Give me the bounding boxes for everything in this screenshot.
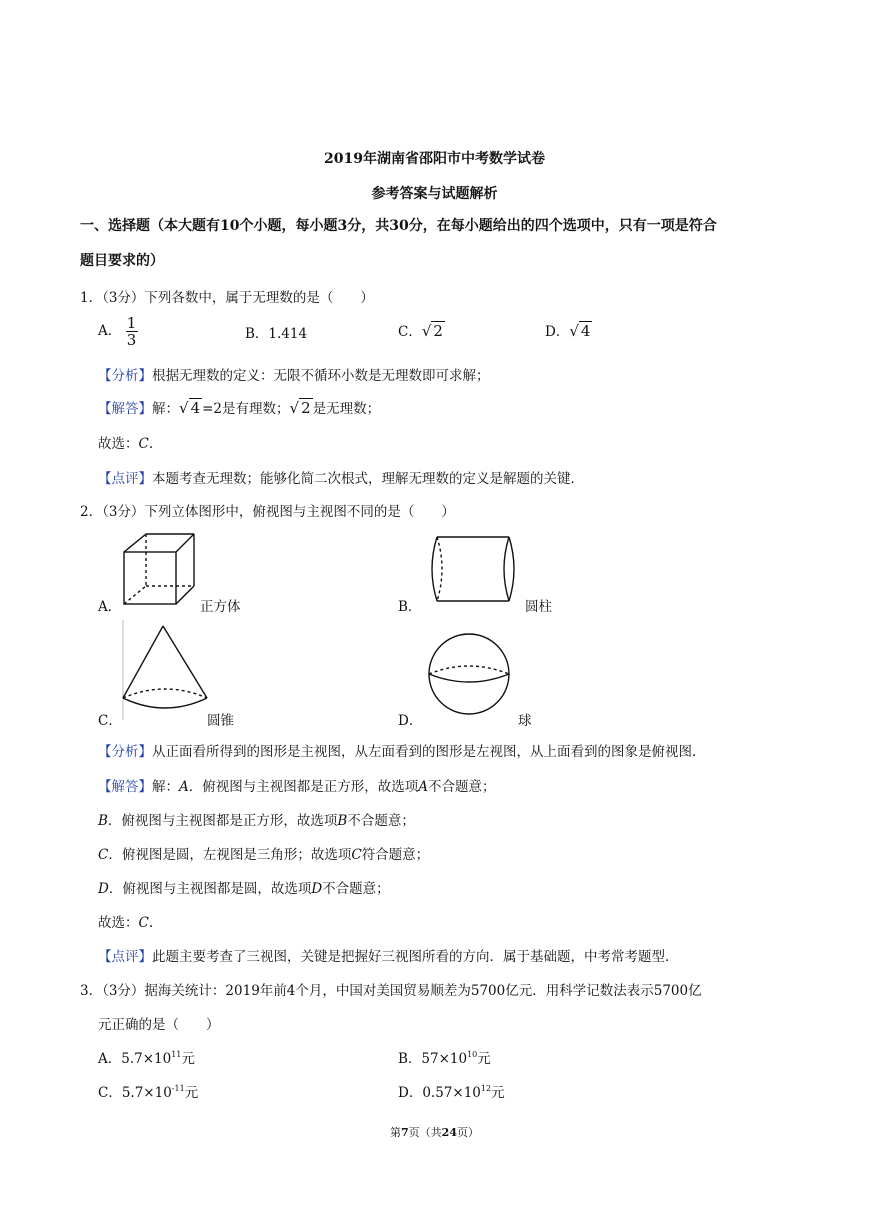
section-heading-line2: 题目要求的） — [80, 253, 164, 269]
cube-front-face — [124, 552, 176, 604]
answer-letter: C — [138, 436, 149, 452]
unit: 元 — [491, 1085, 505, 1101]
solution-end: 不合题意； — [322, 881, 390, 897]
comment-tag: 【点评】 — [98, 471, 152, 487]
q1-analysis — [98, 364, 490, 384]
solution-end: 不合题意； — [428, 779, 496, 795]
q1-comment — [98, 467, 584, 487]
option-text: C．5.7×10 — [98, 1085, 172, 1101]
q2-answer — [98, 911, 153, 931]
q1-solution — [98, 397, 380, 417]
solution-pre: 解： — [152, 401, 179, 417]
q1-stem: 1．（3分）下列各数中，属于无理数的是（ ） — [80, 290, 374, 306]
exponent: 10 — [467, 1050, 478, 1059]
solution-text: ．俯视图与主视图都是正方形，故选项 — [188, 779, 419, 795]
fraction-denominator: 3 — [126, 331, 137, 349]
unit: 元 — [184, 1085, 199, 1101]
sqrt: √ 4 — [179, 399, 201, 417]
q2-fig-b-label: B． — [398, 599, 422, 615]
unit: 元 — [181, 1051, 195, 1067]
q3-option-c — [98, 1081, 198, 1101]
answer-letter: C — [138, 915, 149, 931]
option-letter: A — [179, 779, 189, 795]
sqrt: √ 2 — [421, 322, 443, 340]
q1-option-c — [398, 320, 445, 340]
q2-fig-d-label: D． — [398, 713, 423, 729]
cylinder-figure — [425, 533, 525, 607]
option-ref: D — [311, 881, 323, 897]
solution-text: ．俯视图与主视图都是正方形，故选项 — [107, 813, 338, 829]
comment-text: 此题主要考查了三视图，关键是把握好三视图所看的方向．属于基础题，中考常考题型． — [152, 949, 679, 965]
q1-answer — [98, 432, 153, 452]
page-subtitle: 参考答案与试题解析 — [371, 186, 498, 202]
option-text: A．5.7×10 — [98, 1051, 172, 1067]
q2-solution-d — [98, 877, 390, 897]
solution-tag: 【解答】 — [98, 401, 152, 417]
q2-fig-c-label: C． — [98, 713, 122, 729]
radicand: 2 — [433, 322, 443, 340]
option-text: D．0.57×10 — [398, 1085, 481, 1101]
q2-stem: 2．（3分）下列立体图形中，俯视图与主视图不同的是（ ） — [80, 504, 455, 520]
q2-solution-a — [98, 775, 496, 795]
q2-fig-d-name: 球 — [518, 713, 532, 729]
sqrt: √ 2 — [289, 399, 311, 417]
analysis-text: 根据无理数的定义：无限不循环小数是无理数即可求解； — [152, 368, 490, 384]
fraction — [126, 315, 138, 348]
cone-figure — [115, 618, 215, 722]
radicand: 2 — [301, 399, 311, 417]
comment-text: 本题考查无理数；能够化简二次根式，理解无理数的定义是解题的关键． — [152, 471, 584, 487]
footer-post: 页） — [456, 1126, 479, 1139]
q2-fig-c-name: 圆锥 — [207, 713, 234, 729]
q3-option-a — [98, 1047, 195, 1067]
analysis-text: 从正面看所得到的图形是主视图，从左面看到的图形是左视图，从上面看到的图象是俯视图． — [152, 744, 706, 760]
analysis-tag: 【分析】 — [98, 368, 152, 384]
q3-option-d — [398, 1081, 505, 1101]
q1-option-d — [545, 320, 592, 340]
q2-fig-a-label: A． — [98, 599, 122, 615]
section-heading-line1: 一、选择题（本大题有10个小题，每小题3分，共30分，在每小题给出的四个选项中，只有一项是符合 — [80, 218, 717, 234]
fraction-numerator: 1 — [126, 314, 137, 332]
q1-option-d-label: D． — [545, 324, 570, 340]
option-ref: C — [351, 847, 362, 863]
solution-end: 不合题意； — [347, 813, 415, 829]
solution-text: ．俯视图与主视图都是圆，故选项 — [108, 881, 312, 897]
answer-label: 故选： — [98, 436, 139, 452]
current-page: 7 — [401, 1126, 409, 1139]
page-footer — [0, 1124, 869, 1140]
cube-figure — [118, 530, 198, 610]
footer-mid: 页（共 — [408, 1126, 442, 1139]
solution-mid: =2是有理数； — [202, 401, 290, 417]
footer-pre: 第 — [390, 1126, 402, 1139]
exponent: 11 — [171, 1050, 182, 1059]
q1-option-a-label: A． — [98, 323, 122, 339]
option-ref: A — [418, 779, 428, 795]
q3-option-b — [398, 1047, 491, 1067]
analysis-tag: 【分析】 — [98, 744, 152, 760]
unit: 元 — [477, 1051, 491, 1067]
q2-solution-b — [98, 809, 415, 829]
q2-analysis — [98, 740, 706, 760]
answer-label: 故选： — [98, 915, 139, 931]
q1-option-a — [98, 315, 138, 348]
radicand: 4 — [580, 322, 591, 340]
solution-tag: 【解答】 — [98, 779, 152, 795]
option-text: B．57×10 — [398, 1051, 468, 1067]
exponent: 12 — [480, 1084, 492, 1093]
q2-comment — [98, 945, 679, 965]
solution-post: 是无理数； — [312, 401, 381, 417]
solution-end: 符合题意； — [361, 847, 430, 863]
sphere-figure — [425, 630, 515, 720]
q2-fig-a-name: 正方体 — [200, 599, 241, 615]
radicand: 4 — [190, 399, 201, 417]
q3-stem-line2: 元正确的是（ ） — [98, 1017, 220, 1033]
answer-end: . — [148, 436, 154, 452]
answer-end: . — [148, 915, 154, 931]
option-ref: B — [337, 813, 348, 829]
q1-option-c-label: C． — [398, 324, 422, 340]
option-letter: B — [98, 813, 108, 829]
option-letter: C — [98, 847, 109, 863]
comment-tag: 【点评】 — [98, 949, 152, 965]
option-letter: D — [98, 881, 109, 897]
sqrt: √ 4 — [569, 322, 591, 340]
exponent: -11 — [171, 1084, 185, 1093]
total-pages: 24 — [441, 1126, 457, 1139]
q2-fig-b-name: 圆柱 — [525, 599, 552, 615]
solution-pre: 解： — [152, 779, 179, 795]
q1-option-b: B．1.414 — [245, 326, 308, 342]
solution-text: ．俯视图是圆，左视图是三角形；故选项 — [108, 847, 352, 863]
page-title: 2019年湖南省邵阳市中考数学试卷 — [324, 151, 545, 167]
q2-solution-c — [98, 843, 429, 863]
q3-stem-line1: 3．（3分）据海关统计：2019年前4个月，中国对美国贸易顺差为5700亿元．用科学记数法表示5700亿 — [80, 983, 702, 999]
